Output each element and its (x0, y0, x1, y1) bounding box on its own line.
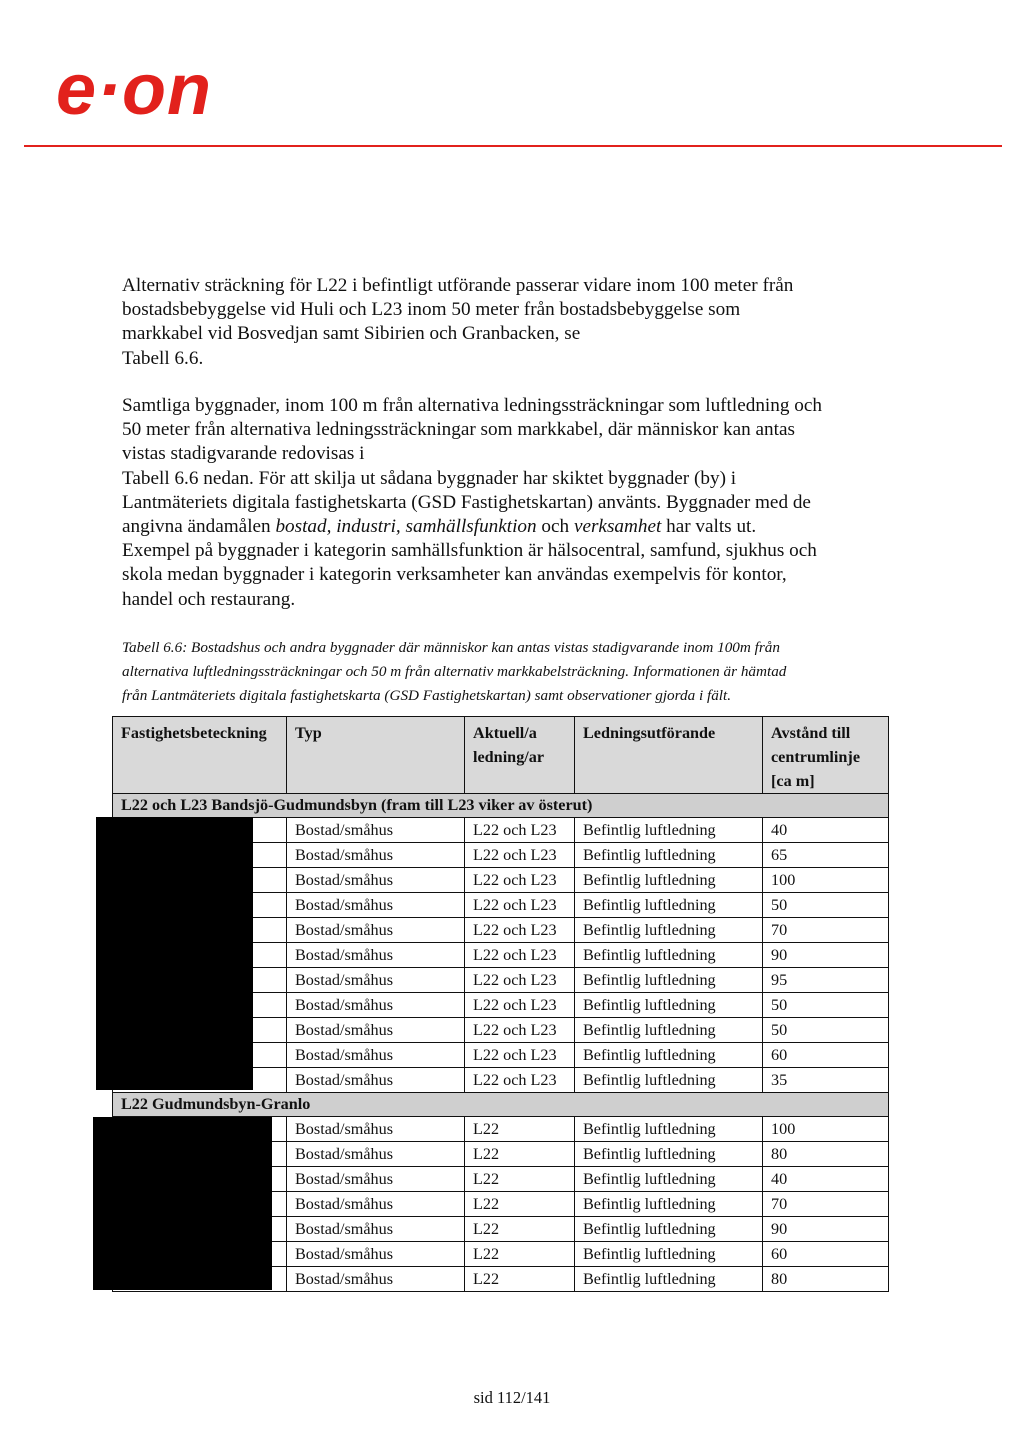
cell-ledning: L22 och L23 (465, 968, 575, 993)
cell-utforande: Befintlig luftledning (575, 1167, 763, 1192)
table-caption (122, 636, 892, 708)
cell-typ: Bostad/småhus (287, 918, 465, 943)
cell-utforande: Befintlig luftledning (575, 1242, 763, 1267)
cell-ledning: L22 (465, 1167, 575, 1192)
cell-avstand: 100 (763, 868, 889, 893)
cell-typ: Bostad/småhus (287, 1018, 465, 1043)
text-fragment: har valts ut. (661, 516, 757, 538)
cell-utforande: Befintlig luftledning (575, 918, 763, 943)
cell-typ: Bostad/småhus (287, 1043, 465, 1068)
cell-ledning: L22 och L23 (465, 943, 575, 968)
cell-typ: Bostad/småhus (287, 893, 465, 918)
section-row (113, 1093, 889, 1117)
text-line: handel och restaurang. (122, 588, 296, 610)
cell-avstand: 65 (763, 843, 889, 868)
cell-ledning: L22 och L23 (465, 993, 575, 1018)
cell-avstand: 80 (763, 1142, 889, 1167)
header-avstand (763, 717, 889, 794)
caption-line: alternativa luftledningssträckningar och 50 m från alternativ markkabelsträckning. Informationen är hämtad (122, 663, 787, 680)
cell-utforande: Befintlig luftledning (575, 1043, 763, 1068)
cell-avstand: 90 (763, 1217, 889, 1242)
header-line: [ca m] (771, 772, 815, 790)
text-line: Alternativ sträckning för L22 i befintligt utförande passerar vidare inom 100 meter från (122, 275, 794, 296)
cell-ledning: L22 och L23 (465, 818, 575, 843)
text-line: Lantmäteriets digitala fastighetskarta (GSD Fastighetskartan) använts. Byggnader med de (122, 491, 811, 513)
italic-categories: bostad, industri, samhällsfunktion (275, 516, 537, 538)
cell-ledning: L22 och L23 (465, 918, 575, 943)
cell-avstand: 40 (763, 1167, 889, 1192)
cell-ledning: L22 och L23 (465, 1043, 575, 1068)
section-title: L22 och L23 Bandsjö-Gudmundsbyn (fram till L23 viker av österut) (113, 794, 889, 818)
cell-typ: Bostad/småhus (287, 843, 465, 868)
cell-typ: Bostad/småhus (287, 1267, 465, 1292)
text-line: vistas stadigvarande redovisas i (122, 443, 365, 465)
cell-utforande: Befintlig luftledning (575, 943, 763, 968)
cell-typ: Bostad/småhus (287, 1242, 465, 1267)
text-line: 50 meter från alternativa ledningssträckningar som markkabel, där människor kan antas (122, 419, 795, 441)
cell-typ: Bostad/småhus (287, 1142, 465, 1167)
cell-avstand: 60 (763, 1043, 889, 1068)
cell-avstand: 50 (763, 1018, 889, 1043)
header-ledningsutforande: Ledningsutförande (575, 717, 763, 794)
cell-ledning: L22 och L23 (465, 843, 575, 868)
table-header-row (113, 717, 889, 794)
cell-utforande: Befintlig luftledning (575, 968, 763, 993)
text-line: Samtliga byggnader, inom 100 m från alternativa ledningssträckningar som luftledning och (122, 395, 822, 416)
cell-typ: Bostad/småhus (287, 1192, 465, 1217)
header-line: ledning/ar (473, 748, 545, 766)
header-fastighetsbeteckning: Fastighetsbeteckning (113, 717, 287, 794)
cell-utforande: Befintlig luftledning (575, 868, 763, 893)
cell-ledning: L22 och L23 (465, 1018, 575, 1043)
cell-avstand: 70 (763, 1192, 889, 1217)
page-number: sid 112/141 (473, 1388, 551, 1407)
redaction-block (96, 817, 253, 1090)
cell-ledning: L22 och L23 (465, 893, 575, 918)
cell-avstand: 60 (763, 1242, 889, 1267)
section-row (113, 794, 889, 818)
cell-avstand: 80 (763, 1267, 889, 1292)
caption-line: från Lantmäteriets digitala fastighetskarta (GSD Fastighetskartan) samt observationer gjorda i fält. (122, 687, 732, 704)
cell-ledning: L22 (465, 1117, 575, 1142)
cell-utforande: Befintlig luftledning (575, 1117, 763, 1142)
cell-ledning: L22 (465, 1217, 575, 1242)
header-ledning (465, 717, 575, 794)
cell-typ: Bostad/småhus (287, 818, 465, 843)
header-line: Aktuell/a (473, 724, 537, 742)
caption-line: Tabell 6.6: Bostadshus och andra byggnader där människor kan antas vistas stadigvarande inom 100m från (122, 639, 780, 656)
text-line: bostadsbebyggelse vid Huli och L23 inom 50 meter från bostadsbebyggelse som (122, 299, 741, 321)
cell-utforande: Befintlig luftledning (575, 843, 763, 868)
cell-ledning: L22 och L23 (465, 1068, 575, 1093)
table-reference: Tabell 6.6. (122, 347, 204, 369)
cell-typ: Bostad/småhus (287, 1068, 465, 1093)
cell-ledning: L22 (465, 1192, 575, 1217)
cell-utforande: Befintlig luftledning (575, 893, 763, 918)
text-line: Exempel på byggnader i kategorin samhällsfunktion är hälsocentral, samfund, sjukhus och (122, 540, 817, 562)
section-title: L22 Gudmundsbyn-Granlo (113, 1093, 889, 1117)
cell-avstand: 100 (763, 1117, 889, 1142)
cell-utforande: Befintlig luftledning (575, 1142, 763, 1167)
cell-typ: Bostad/småhus (287, 1167, 465, 1192)
cell-avstand: 40 (763, 818, 889, 843)
header-divider (24, 145, 1002, 147)
header-line: centrumlinje (771, 748, 861, 766)
header-typ: Typ (287, 717, 465, 794)
cell-typ: Bostad/småhus (287, 968, 465, 993)
text-fragment: angivna ändamålen (122, 516, 276, 538)
italic-category: verksamhet (573, 516, 662, 538)
cell-ledning: L22 (465, 1142, 575, 1167)
cell-typ: Bostad/småhus (287, 1117, 465, 1142)
cell-utforande: Befintlig luftledning (575, 1018, 763, 1043)
text-fragment: och (536, 516, 574, 538)
cell-ledning: L22 och L23 (465, 868, 575, 893)
cell-avstand: 70 (763, 918, 889, 943)
cell-typ: Bostad/småhus (287, 1217, 465, 1242)
header-line: Avstånd till (771, 724, 851, 742)
cell-utforande: Befintlig luftledning (575, 1217, 763, 1242)
eon-logo: e·on (56, 50, 212, 130)
cell-typ: Bostad/småhus (287, 993, 465, 1018)
cell-avstand: 50 (763, 993, 889, 1018)
text-line (122, 515, 902, 539)
cell-avstand: 50 (763, 893, 889, 918)
cell-utforande: Befintlig luftledning (575, 993, 763, 1018)
cell-typ: Bostad/småhus (287, 868, 465, 893)
paragraph-buildings (122, 394, 902, 612)
paragraph-alternative-route (122, 274, 902, 371)
text-line: skola medan byggnader i kategorin verksamheter kan användas exempelvis för kontor, (122, 564, 787, 586)
cell-utforande: Befintlig luftledning (575, 1267, 763, 1292)
text-line: Tabell 6.6 nedan. För att skilja ut sådana byggnader har skiktet byggnader (by) i (122, 467, 737, 489)
cell-avstand: 35 (763, 1068, 889, 1093)
cell-typ: Bostad/småhus (287, 943, 465, 968)
redaction-block (93, 1117, 272, 1290)
cell-utforande: Befintlig luftledning (575, 1068, 763, 1093)
text-line: markkabel vid Bosvedjan samt Sibirien och Granbacken, se (122, 323, 581, 345)
cell-ledning: L22 (465, 1242, 575, 1267)
cell-avstand: 95 (763, 968, 889, 993)
cell-utforande: Befintlig luftledning (575, 818, 763, 843)
cell-utforande: Befintlig luftledning (575, 1192, 763, 1217)
cell-ledning: L22 (465, 1267, 575, 1292)
cell-avstand: 90 (763, 943, 889, 968)
